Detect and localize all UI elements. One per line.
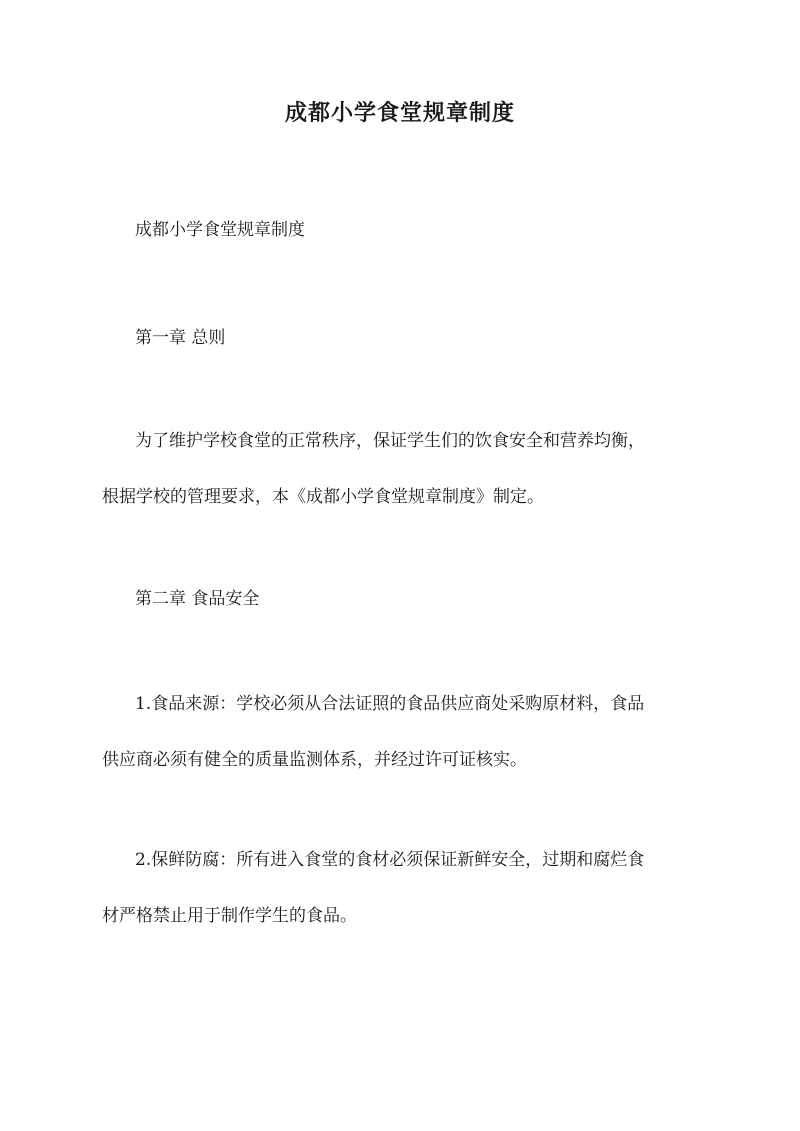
paragraph-line: 为了维护学校食堂的正常秩序，保证学生们的饮食安全和营养均衡， bbox=[135, 431, 645, 451]
document-title: 成都小学食堂规章制度 bbox=[284, 100, 515, 126]
paragraph-line: 第二章 食品安全 bbox=[135, 589, 260, 609]
paragraph-preservation bbox=[102, 832, 702, 944]
paragraph-food-source bbox=[102, 676, 702, 788]
paragraph-line: 根据学校的管理要求，本《成都小学食堂规章制度》制定。 bbox=[102, 487, 544, 507]
paragraph-line: 第一章 总则 bbox=[135, 328, 226, 348]
paragraph-line: 2.保鲜防腐：所有进入食堂的食材必须保证新鲜安全，过期和腐烂食 bbox=[135, 850, 645, 870]
paragraph-line: 成都小学食堂规章制度 bbox=[135, 220, 305, 240]
paragraph-line: 1.食品来源：学校必须从合法证照的食品供应商处采购原材料，食品 bbox=[135, 694, 645, 714]
paragraph-line: 供应商必须有健全的质量监测体系，并经过许可证核实。 bbox=[102, 750, 527, 770]
paragraph-purpose bbox=[102, 413, 702, 525]
paragraph-chapter-1 bbox=[102, 310, 702, 366]
paragraph-line: 材严格禁止用于制作学生的食品。 bbox=[102, 906, 357, 926]
paragraph-doc-heading bbox=[102, 202, 702, 258]
paragraph-chapter-2 bbox=[102, 571, 702, 627]
